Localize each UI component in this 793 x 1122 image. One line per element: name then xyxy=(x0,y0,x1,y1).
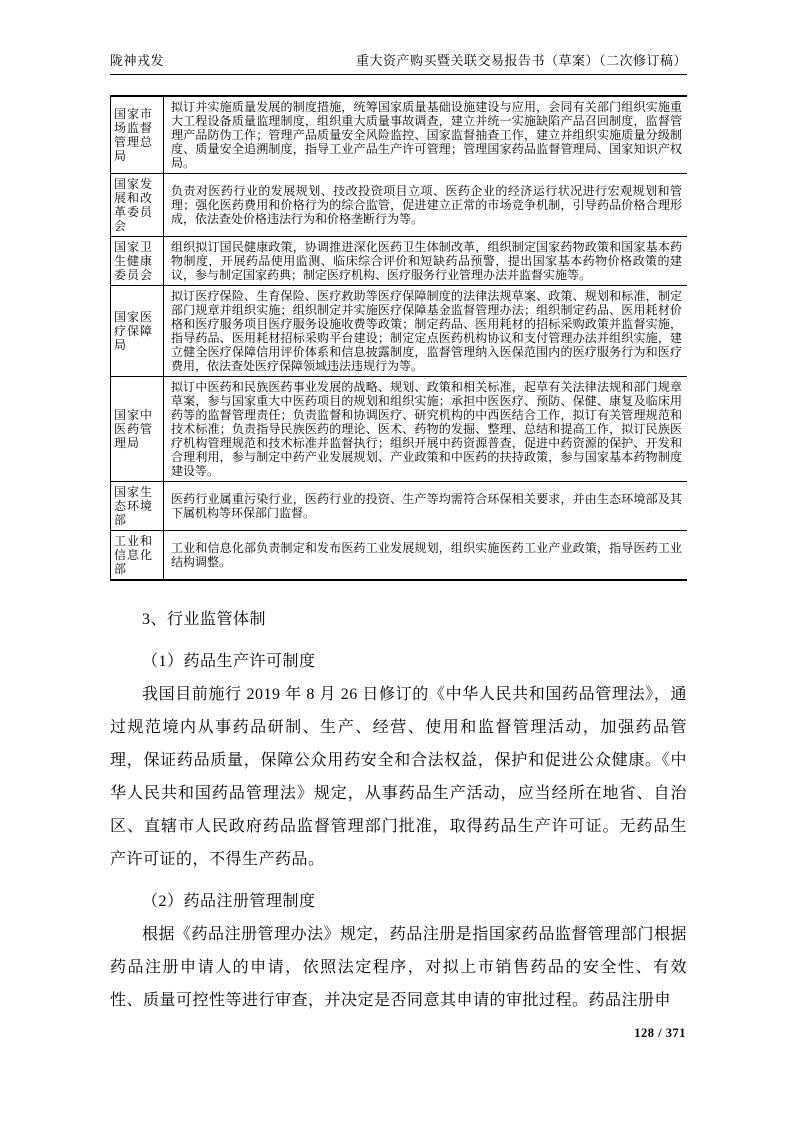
duty-cell: 拟订医疗保险、生育保险、医疗救助等医疗保障制度的法律法规草案、政策、规划和标准，制定部门规章并组织实施；组织制定并实施医疗保障基金监督管理办法；组织制定药品、医用耗材价格和医疗服务项目医疗服务设施收费等政策；制定药品、医用耗材的招标采购政策并监督实施，指导药品、医用耗材招标采购平台建设；制定定点医药机构协议和支付管理办法并组织实施，建立健全医疗保障信用评价体系和信息披露制度，监督管理纳入医保范围内的医疗服务行为和医疗费用，依法查处医疗保障领域违法违规行为等。 xyxy=(164,286,688,377)
section-heading-industry-regulation: 3、行业监管体制 xyxy=(142,611,267,628)
header-document-title: 重大资产购买暨关联交易报告书（草案）（二次修订稿） xyxy=(355,53,687,68)
table-row xyxy=(111,237,688,286)
table-row xyxy=(111,531,688,581)
table-row xyxy=(111,482,688,531)
duty-cell: 拟订中医药和民族医药事业发展的战略、规划、政策和相关标准，起草有关法律法规和部门规章草案，参与国家重大中医药项目的规划和组织实施；承担中医医疗、预防、保健、康复及临床用药等的监督管理责任；负责监督和协调医疗、研究机构的中西医结合工作，拟订有关管理规范和技术标准；负责指导民族医药的理论、医术、药物的发掘、整理、总结和提高工作，拟订民族医疗机构管理规范和技术标准并监督执行；组织开展中药资源普查，促进中药资源的保护、开发和合理利用，参与制定中药产业发展规划、产业政策和中医药的扶持政策，参与国家基本药物制度建设等。 xyxy=(164,377,688,482)
header-company-name: 陇神戎发 xyxy=(110,53,165,68)
agency-cell: 工业和信息化部 xyxy=(111,531,164,581)
regulatory-agencies-table xyxy=(110,95,687,581)
page-content xyxy=(110,0,687,1017)
duty-cell: 负责对医药行业的发展规划、技改投资项目立项、医药企业的经济运行状况进行宏观规划和管理；强化医药费用和价格行为的综合监管，促进建立正常的市场竞争机制，引导药品价格合理形成，依法查处价格违法行为和价格垄断行为等。 xyxy=(164,174,688,237)
duty-cell: 组织拟订国民健康政策，协调推进深化医药卫生体制改革，组织制定国家药物政策和国家基本药物制度，开展药品使用监测、临床综合评价和短缺药品预警，提出国家基本药物价格政策的建议，参与制定国家药典；制定医疗机构、医疗服务行业管理办法并监督实施等。 xyxy=(164,237,688,286)
subsection-heading-drug-registration: （2）药品注册管理制度 xyxy=(142,893,316,910)
agency-cell: 国家中医药管理局 xyxy=(111,377,164,482)
agency-cell: 国家医疗保障局 xyxy=(111,286,164,377)
agency-cell: 国家市场监督管理总局 xyxy=(111,96,164,174)
duty-cell: 医药行业属重污染行业，医药行业的投资、生产等均需符合环保相关要求，并由生态环境部及其下属机构等环保部门监督。 xyxy=(164,482,688,531)
table-row xyxy=(111,174,688,237)
subsection-heading-production-license: （1）药品生产许可制度 xyxy=(142,653,316,670)
agency-cell: 国家生态环境部 xyxy=(111,482,164,531)
table-row xyxy=(111,96,688,174)
duty-cell: 拟订并实施质量发展的制度措施，统筹国家质量基础设施建设与应用，会同有关部门组织实施重大工程设备质量监理制度，组织重大质量事故调查，建立并统一实施缺陷产品召回制度，监督管理产品防伪工作；管理产品质量安全风险监控、国家监督抽查工作，建立并组织实施质量分级制度、质量安全追溯制度，指导工业产品生产许可管理；管理国家药品监督管理局、国家知识产权局。 xyxy=(164,96,688,174)
paragraph-production-license: 我国目前施行 2019 年 8 月 26 日修订的《中华人民共和国药品管理法》，通过规范境内从事药品研制、生产、经营、使用和监督管理活动，加强药品管理，保证药品质量，保障公众用药安全和合法权益，保护和促进公众健康。《中华人民共和国药品管理法》规定，从事药品生产活动，应当经所在地省、自治区、直辖市人民政府药品监督管理部门批准，取得药品生产许可证。无药品生产许可证的，不得生产药品。 xyxy=(110,686,687,868)
page-number: 128 / 371 xyxy=(634,1026,686,1040)
table-row xyxy=(111,377,688,482)
body-text xyxy=(110,603,687,1017)
agency-cell: 国家发展和改革委员会 xyxy=(111,174,164,237)
page-header xyxy=(110,0,687,75)
table-row xyxy=(111,286,688,377)
paragraph-drug-registration: 根据《药品注册管理办法》规定，药品注册是指国家药品监督管理部门根据药品注册申请人的申请，依照法定程序，对拟上市销售药品的安全性、有效性、质量可控性等进行审查，并决定是否同意其申请的审批过程。药品注册申 xyxy=(110,926,687,1009)
duty-cell: 工业和信息化部负责制定和发布医药工业发展规划，组织实施医药工业产业政策，指导医药工业结构调整。 xyxy=(164,531,688,581)
agency-cell: 国家卫生健康委员会 xyxy=(111,237,164,286)
